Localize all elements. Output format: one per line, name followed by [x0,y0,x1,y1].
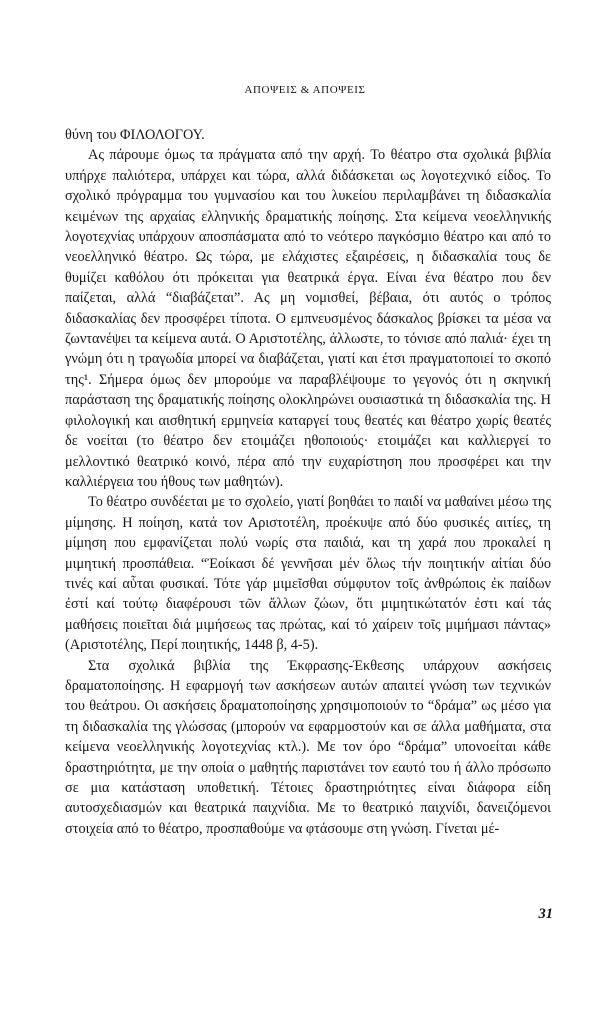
paragraph-theatre-in-schoolbooks: Ας πάρουμε όμως τα πράγματα από την αρχή. Το θέατρο στα σχολικά βιβλία υπήρχε παλιότερα, υπάρχει και τώρα, αλλά διδάσκεται ως λογοτεχνικό είδος. Το σχολικό πρόγραμμα του γυμνασίου και του λυκείου περιλαμβάνει τη διδασκαλία κειμένων της αρχαίας ελληνικής δραματικής ποίησης. Στα κείμενα νεοελληνικής λογοτεχνίας υπάρχουν αποσπάσματα από το νεότερο παγκόσμιο θέατρο και από το νεοελληνικό θέατρο. Ως τώρα, με ελάχιστες εξαιρέσεις, η διδασκαλία τους δε θυμίζει καθόλου ότι πρόκειται για θεατρικά έργα. Είναι ένα θέατρο που δεν παίζεται, αλλά “διαβάζεται”. Ας μη νομισθεί, βέβαια, ότι αυτός ο τρόπος διδασκαλίας δεν προσφέρει τίποτα. Ο εμπνευσμένος δάσκαλος βρίσκει τα μέσα να ζωντανέψει τα κείμενα αυτά. Ο Αριστοτέλης, άλλωστε, το τόνισε από παλιά· έχει τη γνώμη ότι η τραγωδία μπορεί να διαβάζεται, γιατί και έτσι πραγματοποιεί το σκοπό της¹. Σήμερα όμως δεν μπορούμε να παραβλέψουμε το γεγονός ότι η σκηνική παράσταση της δραματικής ποίησης ολοκληρώνει ουσιαστικά τη διδασκαλία της. Η φιλολογική και αισθητική ερμηνεία καταργεί τους θεατές και θέατρο χωρίς θεατές δε νοείται (το θέατρο δεν ετοιμάζει ηθοποιούς· ετοιμάζει και καλλιεργεί το μελλοντικό θεατρικό κοινό, πέρα από την ευχαρίστηση που προσφέρει και την καλλιέργεια του ήθους των μαθητών). [65,147,551,490]
paragraph-dramatization-exercises: Στα σχολικά βιβλία της Έκφρασης-Έκθεσης υπάρχουν ασκήσεις δραματοποίησης. Η εφαρμογή των ασκήσεων αυτών απαιτεί γνώση των τεχνικών του θεάτρου. Οι ασκήσεις δραματοποίησης χρησιμοποιούν το “δράμα” ως μέσο για τη διδασκαλία της γλώσσας (μπορούν να εφαρμοστούν και σε άλλα μαθήματα, στα κείμενα νεοελληνικής λογοτεχνίας κτλ.). Με τον όρο “δράμα” υπονοείται κάθε δραστηριότητα, με την οποία ο μαθητής παριστάνει τον εαυτό του ή άλλο πρόσωπο σε μια κατάσταση υποθετική. Τέτοιες δραστηριότητες είναι διάφορα είδη αυτοσχεδιασμών και θεατρικά παιχνίδια. Με το θεατρικό παιχνίδι, δανειζόμενοι στοιχεία από το θέατρο, προσπαθούμε να φτάσουμε στη γνώση. Γίνεται μέ- [65,657,551,837]
paragraph-theatre-and-school: Το θέατρο συνδέεται με το σχολείο, γιατί βοηθάει το παιδί να μαθαίνει μέσω της μίμησης. Η ποίηση, κατά τον Αριστοτέλη, προέκυψε από δύο φυσικές αιτίες, τη μίμηση που εμφανίζεται πολύ νωρίς στα παιδιά, και τη χαρά που προκαλεί η μιμητική προσπάθεια. “Ἐοίκασι δέ γεννῆσαι μέν ὅλως τήν ποιητικήν αἰτίαι δύο τινές καί αὗται φυσικαί. Τότε γάρ μιμεῖσθαι σύμφυτον τοῖς ἀνθρώποις ἐκ παίδων ἐστί καί τούτῳ διαφέρουσι τῶν ἄλλων ζώων, ὅτι μιμητικώτατόν ἐστι καί τάς μαθήσεις ποιεῖται διά μιμήσεως τας πρώτας, καί τό χαίρειν τοῖς μιμήμασι πάντας» (Αριστοτέλης, Περί ποιητικής, 1448 β, 4-5). [65,494,551,654]
running-head: ΑΠΟΨΕΙΣ & ΑΠΟΨΕΙΣ [244,84,366,96]
paragraph-continuation: θύνη του ΦΙΛΟΛΟΓΟΥ. [65,127,205,143]
body-text [65,125,551,839]
page-number: 31 [538,906,553,922]
